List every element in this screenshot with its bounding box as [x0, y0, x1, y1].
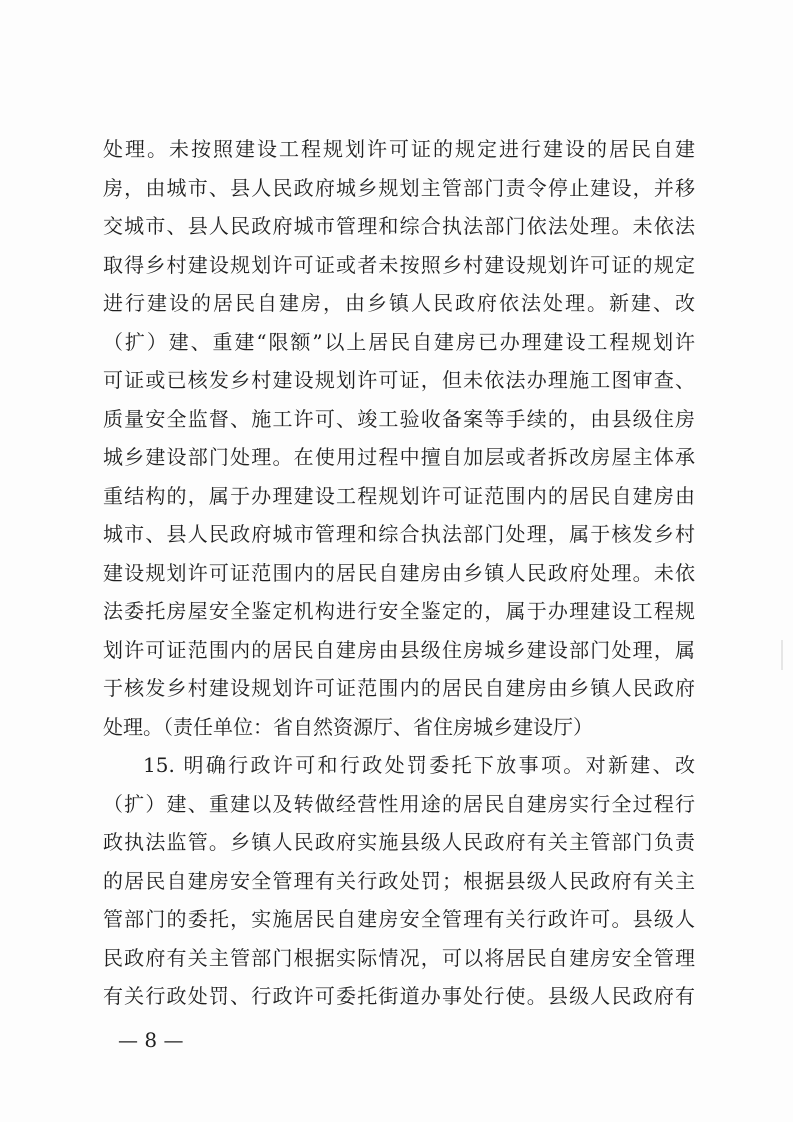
body-text-line: 可证或已核发乡村建设规划许可证，但未依法办理施工图审查、	[103, 368, 695, 392]
body-text-line: 处理。未按照建设工程规划许可证的规定进行建设的居民自建	[103, 137, 695, 161]
body-text-line: 民政府有关主管部门根据实际情况，可以将居民自建房安全管理	[103, 945, 695, 970]
body-text-line: 的居民自建房安全管理有关行政处罚；根据县级人民政府有关主	[103, 868, 695, 893]
body-text-line: 建设规划许可证范围内的居民自建房由乡镇人民政府处理。未依	[103, 560, 695, 585]
body-text-line: 交城市、县人民政府城市管理和综合执法部门依法处理。未依法	[103, 214, 695, 238]
body-text-line: （扩）建、重建“限额”以上居民自建房已办理建设工程规划许	[103, 329, 695, 354]
section-heading-line: 15. 明确行政许可和行政处罚委托下放事项。对新建、改	[143, 753, 695, 777]
body-text-line: 进行建设的居民自建房，由乡镇人民政府依法处理。新建、改	[103, 291, 695, 315]
body-text-line: 房，由城市、县人民政府城乡规划主管部门责令停止建设，并移	[103, 175, 695, 200]
body-text-line: 取得乡村建设规划许可证或者未按照乡村建设规划许可证的规定	[103, 252, 695, 277]
body-text-line: 城乡建设部门处理。在使用过程中擅自加层或者拆改房屋主体承	[103, 445, 695, 469]
body-text-line: 处理。（责任单位：省自然资源厅、省住房城乡建设厅）	[103, 714, 593, 739]
body-text-line: （扩）建、重建以及转做经营性用途的居民自建房实行全过程行	[103, 791, 695, 816]
page-number: — 8 —	[118, 1027, 184, 1052]
body-text-line: 有关行政处罚、行政许可委托街道办事处行使。县级人民政府有	[103, 984, 695, 1008]
body-text-line: 质量安全监督、施工许可、竣工验收备案等手续的，由县级住房	[103, 406, 695, 431]
body-text-line: 于核发乡村建设规划许可证范围内的居民自建房由乡镇人民政府	[103, 676, 695, 700]
scan-artifact	[781, 640, 783, 670]
body-text-line: 城市、县人民政府城市管理和综合执法部门处理，属于核发乡村	[103, 522, 695, 546]
body-text-line: 管部门的委托，实施居民自建房安全管理有关行政许可。县级人	[103, 907, 695, 931]
body-text-line: 法委托房屋安全鉴定机构进行安全鉴定的，属于办理建设工程规	[103, 599, 695, 623]
body-text-line: 政执法监管。乡镇人民政府实施县级人民政府有关主管部门负责	[103, 830, 695, 854]
body-text-line: 划许可证范围内的居民自建房由县级住房城乡建设部门处理，属	[103, 637, 695, 662]
body-text-line: 重结构的，属于办理建设工程规划许可证范围内的居民自建房由	[103, 483, 695, 508]
